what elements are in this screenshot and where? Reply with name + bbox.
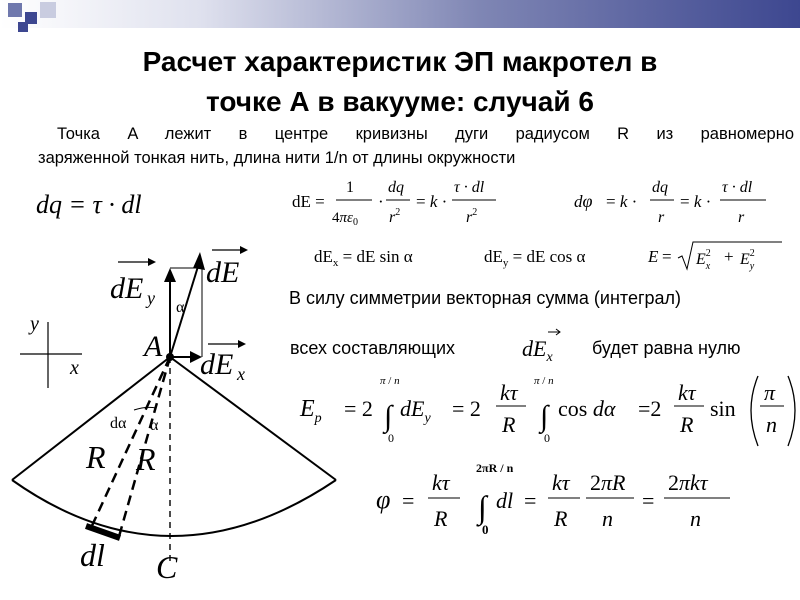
- svg-text:= k ·: = k ·: [680, 192, 712, 211]
- svg-text:r2: $r^2$: [389, 207, 401, 226]
- svg-text:r: r: [738, 209, 745, 226]
- svg-text:= k ·: = k ·: [416, 192, 448, 211]
- svg-text:= 2: = 2: [344, 396, 373, 421]
- svg-text:dq: dq: [388, 179, 404, 196]
- svg-text:R: R: [434, 506, 448, 531]
- field-vectors: [164, 252, 205, 363]
- title-line-1: Расчет характеристик ЭП макротел в: [142, 46, 658, 77]
- svg-text:R: R: [554, 506, 568, 531]
- vector-label-dEy: [110, 258, 156, 308]
- coordinate-axes: [20, 313, 82, 388]
- svg-text:kτ: kτ: [500, 380, 518, 405]
- arc-field-diagram: [0, 232, 360, 600]
- svg-text:n: n: [602, 506, 613, 531]
- svg-text:y: y: [147, 288, 155, 308]
- svg-text:φ: φ: [376, 485, 391, 514]
- svg-text:∫: ∫: [384, 400, 393, 433]
- svg-text:+: +: [724, 247, 734, 266]
- svg-text:n: n: [766, 412, 777, 437]
- svg-text:r: r: [658, 209, 665, 226]
- svg-text:kτ: kτ: [552, 470, 570, 495]
- svg-text:r2: $r^2$: [466, 207, 478, 226]
- paragraph-line-2: заряженной тонкая нить, длина нити 1/n от длины окружности: [38, 149, 516, 167]
- svg-text:=: =: [402, 488, 415, 513]
- charged-arc: [12, 480, 336, 536]
- title-line-2: точке А в вакууме: случай 6: [206, 86, 594, 117]
- svg-text:dE: dE: [206, 256, 240, 289]
- svg-text:x: x: [237, 364, 245, 384]
- svg-text:=: =: [662, 247, 672, 266]
- svg-text:R: R: [680, 412, 694, 437]
- symmetry-text-line-1: В силу симметрии векторная сумма (интеграл): [289, 288, 682, 308]
- formula-Ep: [296, 370, 800, 454]
- svg-text:= 2: = 2: [452, 396, 481, 421]
- formula-dq: dq = τ · dl: [36, 190, 142, 219]
- svg-text:0: 0: [388, 431, 394, 445]
- svg-text:π / n: π / n: [534, 375, 554, 387]
- svg-text:=2: =2: [638, 396, 662, 421]
- svg-text:4πε0: $4\pi\varepsilon_0$: [332, 210, 358, 228]
- label-dalpha: dα: [110, 415, 127, 432]
- svg-text:kτ: kτ: [678, 380, 696, 405]
- vector-label-dEx: [200, 340, 246, 384]
- label-point-A: A: [144, 330, 163, 363]
- paragraph-line-1: Точка A лежит в центре кривизны дуги радиусом R из равномерно: [57, 125, 794, 143]
- formula-phi: [372, 458, 752, 542]
- svg-text:dl: dl: [496, 488, 514, 513]
- svg-text:2πR: 2πR: [590, 470, 626, 495]
- svg-text:π / n: π / n: [380, 375, 400, 387]
- svg-text:dEx: $dE_x$: [522, 336, 553, 365]
- svg-text:2πR / n: 2πR / n: [476, 461, 514, 475]
- formula-components-row: [300, 236, 790, 276]
- svg-text:kτ: kτ: [432, 470, 450, 495]
- svg-text:τ · dl: τ · dl: [722, 179, 753, 196]
- label-y: y: [30, 313, 39, 335]
- svg-text:τ · dl: τ · dl: [454, 179, 485, 196]
- label-x: x: [70, 357, 79, 379]
- label-C: C: [156, 549, 178, 585]
- svg-text:1: 1: [346, 179, 354, 196]
- svg-text:dEx = dE sin α: $dE_x$ = dE sin α: [314, 247, 413, 269]
- svg-text:cos dα: cos dα: [558, 396, 616, 421]
- label-alpha-low: α: [150, 417, 159, 434]
- label-R-left: R: [86, 439, 106, 475]
- formula-dphi: [572, 172, 782, 234]
- svg-text:∫: ∫: [540, 400, 549, 433]
- svg-text:·: ·: [378, 192, 384, 211]
- svg-text:=: =: [642, 488, 655, 513]
- vector-dEx-inline: [518, 326, 568, 366]
- svg-text:π: π: [764, 380, 776, 405]
- svg-text:dEy = dE cos α: $dE_y$ = dE cos α: [484, 247, 586, 269]
- problem-statement: [38, 122, 794, 170]
- svg-text:E2y: $E^2$ y: [740, 248, 755, 272]
- svg-text:∫: ∫: [478, 489, 487, 525]
- slide-header-bar: [0, 0, 800, 28]
- decor-square: [18, 22, 28, 32]
- svg-text:dq: dq: [652, 179, 668, 196]
- svg-text:E2x: $E^2$ x: [696, 248, 711, 272]
- svg-text:dEy: $dE_y$: [400, 396, 431, 426]
- svg-text:dE: dE: [200, 348, 234, 381]
- svg-text:R: R: [502, 412, 516, 437]
- svg-text:=: =: [524, 488, 537, 513]
- symmetry-text-line-2b: будет равна нулю: [592, 338, 741, 358]
- formula-E-magnitude: [647, 242, 782, 272]
- formula-dEy: [484, 247, 586, 269]
- symmetry-text-line-2a: всех составляющих: [290, 338, 456, 358]
- svg-text:2πkτ: 2πkτ: [668, 470, 708, 495]
- label-R-right: R: [136, 441, 156, 477]
- formula-dE: [288, 172, 528, 234]
- radius-lines: [12, 357, 336, 564]
- svg-text:E: E: [648, 247, 659, 266]
- vector-label-dE: [206, 246, 248, 289]
- svg-text:0: 0: [544, 431, 550, 445]
- slide-title: [60, 42, 740, 122]
- svg-text:Ep: $E_p$: [300, 396, 322, 426]
- svg-text:dE: dE: [110, 272, 144, 305]
- svg-text:sin: sin: [710, 396, 736, 421]
- decor-square: [8, 3, 22, 17]
- svg-text:0: 0: [482, 522, 489, 537]
- decor-square: [40, 2, 56, 18]
- label-alpha-top: α: [176, 299, 185, 316]
- label-dl: dl: [80, 537, 105, 573]
- svg-text:n: n: [690, 506, 701, 531]
- svg-text:= k ·: = k ·: [606, 192, 638, 211]
- svg-text:dE =: dE =: [292, 192, 325, 211]
- svg-text:dφ: dφ: [574, 191, 593, 211]
